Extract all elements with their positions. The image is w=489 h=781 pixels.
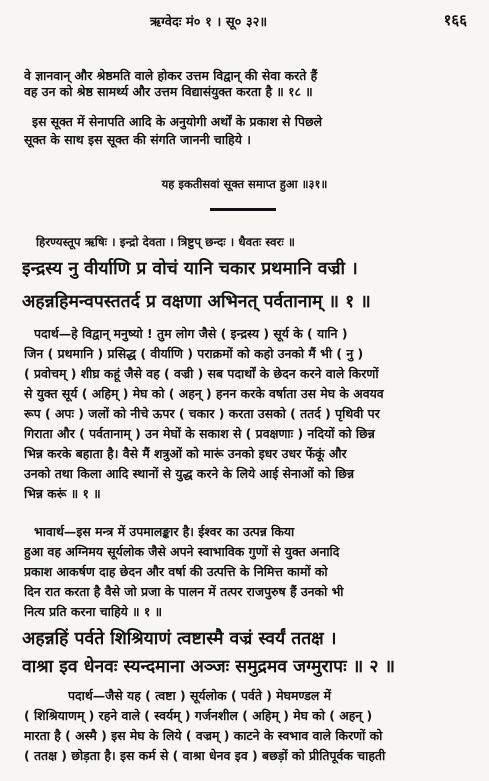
sukta-meta: हिरण्यस्तूप ऋषिः । इन्द्रो देवता । त्रिष्टुप् छन्दः । धैवतः स्वरः ॥ xyxy=(36,235,295,249)
body-line: जिन ( प्रथमानि ) प्रसिद्ध ( वीर्याणि ) पराक्रमों को कहो उनको मैं भी ( नु ) xyxy=(24,346,364,361)
mantra-line: इन्द्रस्य नु वीर्याणि प्र वोचं यानि चकार प्रथमानि वज्री । xyxy=(22,259,358,279)
body-line: हुआ वह अग्निमय सूर्यलोक जैसे अपने स्वाभाविक गुणों से युक्त अनादि xyxy=(24,544,340,559)
body-line: वे ज्ञानवान् और श्रेष्ठमति वाले होकर उत्तम विद्वान् की सेवा करते हैं xyxy=(24,68,318,83)
body-line: पदार्थ—जैसे यह ( त्वष्टा ) सूर्यलोक ( पर्वते ) मेघमण्डल में xyxy=(68,688,332,703)
mantra-line: अहन्नहिं पर्वते शिश्रियाणं त्वष्टास्मै वज्रं स्वर्यं ततक्ष । xyxy=(22,629,337,649)
body-line: से युक्त सूर्य ( अहिम् ) मेघ को ( अहन् ) हनन करके वर्षाता उस मेघ के अवयव xyxy=(24,386,384,401)
section-divider xyxy=(210,208,276,211)
page-header xyxy=(0,8,489,34)
body-line: भिन्न करके बहाता है। वैसे मैं शत्रुओं को मारूं उनको इधर उधर फेंकूं और xyxy=(24,446,347,461)
mantra-line: अहन्नहिमन्वपस्ततर्द प्र वक्षणा अभिनत् पर्वतानाम् ॥ १ ॥ xyxy=(22,292,371,312)
mantra-line: वाश्रा इव धेनवः स्यन्दमाना अञ्जः समुद्रमव जग्मुरापः ॥ २ ॥ xyxy=(22,657,395,677)
running-title: ऋग्वेदः मं० १ । सू० ३२॥ xyxy=(150,15,268,30)
body-line: रूप ( अपः ) जलों को नीचे ऊपर ( चकार ) करता उसको ( ततर्द ) पृथिवी पर xyxy=(24,406,380,421)
body-line: ( प्रवोचम् ) शीघ्र कहूं जैसे वह ( वज्री ) सब पदार्थों के छेदन करने वाले किरणों xyxy=(24,366,379,381)
body-line: प्रकाश आकर्षण दाह छेदन और वर्षा की उत्पत्ति के निमित्त कामों को xyxy=(24,564,328,579)
body-line: सूक्त के साथ इस सूक्त की संगति जाननी चाहिये । xyxy=(24,132,251,147)
body-line: भिन्न करूं ॥ १ ॥ xyxy=(24,486,101,501)
body-line: इस सूक्त में सेनापति आदि के अनुयोगी अर्थों के प्रकाश से पिछले xyxy=(32,114,323,129)
body-line: गिराता और ( पर्वतानाम् ) उन मेघों के सकाश से ( प्रवक्षणाः ) नदियों को छिन्न xyxy=(24,426,375,441)
sukta-end-note: यह इकतीसवां सूक्त समाप्त हुआ ॥३१॥ xyxy=(161,177,328,191)
body-line: उनको तथा किला आदि स्थानों से युद्ध करने के लिये आई सेनाओं को छिन्न xyxy=(24,466,355,481)
body-line: नित्य प्रति करना चाहिये ॥ १ ॥ xyxy=(24,604,163,619)
body-line: वह उन को श्रेष्ठ सामर्थ्य और उत्तम विद्यासंयुक्त करता है ॥ १८ ॥ xyxy=(24,84,313,99)
body-line: मारता है ( अस्मै ) इस मेघ के लिये ( वज्रम् ) काटने के स्वभाव वाले किरणों को xyxy=(24,728,383,743)
body-line: ( शिश्रियाणम् ) रहने वाले ( स्वर्यम् ) गर्जनशील ( अहिम् ) मेघ को ( अहन् ) xyxy=(24,708,373,723)
body-line: दिन रात करता है वैसे जो प्रजा के पालन में तत्पर राजपुरुष हैं उनको भी xyxy=(24,584,344,599)
body-line: ( ततक्ष ) छोड़ता है। इस कर्म से ( वाश्रा धेनव इव ) बछड़ों को प्रीतिपूर्वक चाहती xyxy=(24,748,386,763)
page-number: १६६ xyxy=(443,11,467,29)
body-line: पदार्थ—हे विद्वान् मनुष्यो ! तुम लोग जैसे ( इन्द्रस्य ) सूर्य के ( यानि ) xyxy=(34,326,348,341)
body-line: भावार्थ—इस मन्त्र में उपमालङ्कार है। ईश्वर का उत्पन्न किया xyxy=(34,524,295,539)
